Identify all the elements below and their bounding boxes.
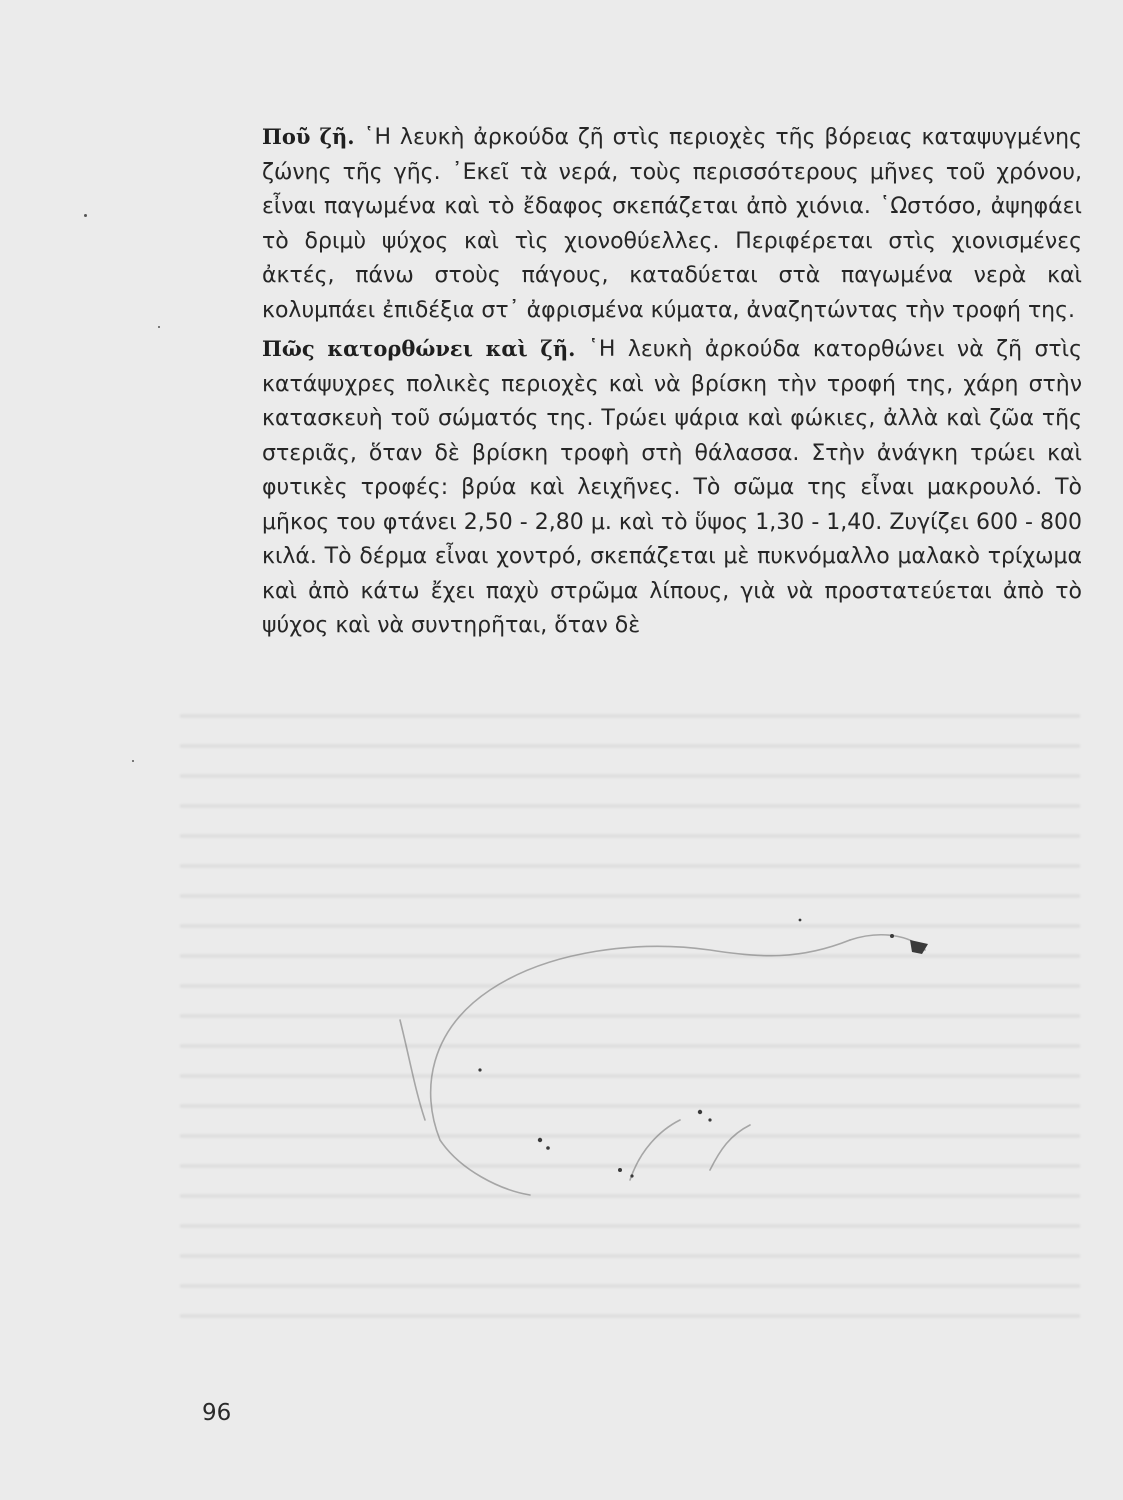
paragraph-body: ῾Η λευκὴ ἀρκούδα κατορθώνει νὰ ζῆ στὶς κατάψυχρες πολικὲς περιοχὲς καὶ νὰ βρίσκη τὴν τροφή της, χάρη στὴν κατασκευὴ τοῦ σώματός της. Τρώει ψάρια καὶ φώκιες, ἀλλὰ καὶ ζῶα τῆς στεριᾶς, ὅταν δὲ βρίσκη τροφὴ στὴ θάλασσα. Στὴν ἀνάγκη τρώει καὶ φυτικὲς τροφές: βρύα καὶ λειχῆνες. Τὸ σῶμα της εἶναι μακρουλό. Τὸ μῆκος του φτάνει 2,50 - 2,80 μ. καὶ τὸ ὕψος 1,30 - 1,40. Ζυγίζει 600 - 800 κιλά. Τὸ δέρμα εἶναι χοντρό, σκεπάζεται μὲ πυκνόμαλλο μαλακὸ τρίχωμα καὶ ἀπὸ κάτω ἔχει παχὺ στρῶμα λίπους, γιὰ νὰ προστατεύεται ἀπὸ τὸ ψύχος καὶ νὰ συντηρῆται, ὅταν δὲ <box>262 337 1082 638</box>
paragraph-habitat <box>262 120 1082 328</box>
article-text <box>262 120 1082 648</box>
scan-speck <box>158 326 160 328</box>
paragraph-heading: Ποῦ ζῆ. <box>262 124 355 149</box>
paragraph-survival <box>262 332 1082 644</box>
polar-bear-illustration <box>380 880 940 1210</box>
paragraph-body: ῾Η λευκὴ ἀρκούδα ζῆ στὶς περιοχὲς τῆς βόρειας καταψυγμένης ζώνης τῆς γῆς. ᾿Εκεῖ τὰ νερά, τοὺς περισσότερους μῆνες τοῦ χρόνου, εἶναι παγωμένα καὶ τὸ ἔδαφος σκεπάζεται ἀπὸ χιόνια. ῾Ωστόσο, ἀψηφάει τὸ δριμὺ ψύχος καὶ τὶς χιονοθύελλες. Περιφέρεται στὶς χιονισμένες ἀκτές, πάνω στοὺς πάγους, καταδύεται στὰ παγωμένα νερὰ καὶ κολυμπάει ἐπιδέξια στ᾿ ἀφρισμένα κύματα, ἀναζητώντας τὴν τροφή της. <box>262 125 1082 323</box>
paragraph-heading: Πῶς κατορθώνει καὶ ζῆ. <box>262 336 576 361</box>
page-number: 96 <box>202 1400 232 1426</box>
scan-speck <box>84 214 87 217</box>
scan-speck <box>132 760 134 762</box>
